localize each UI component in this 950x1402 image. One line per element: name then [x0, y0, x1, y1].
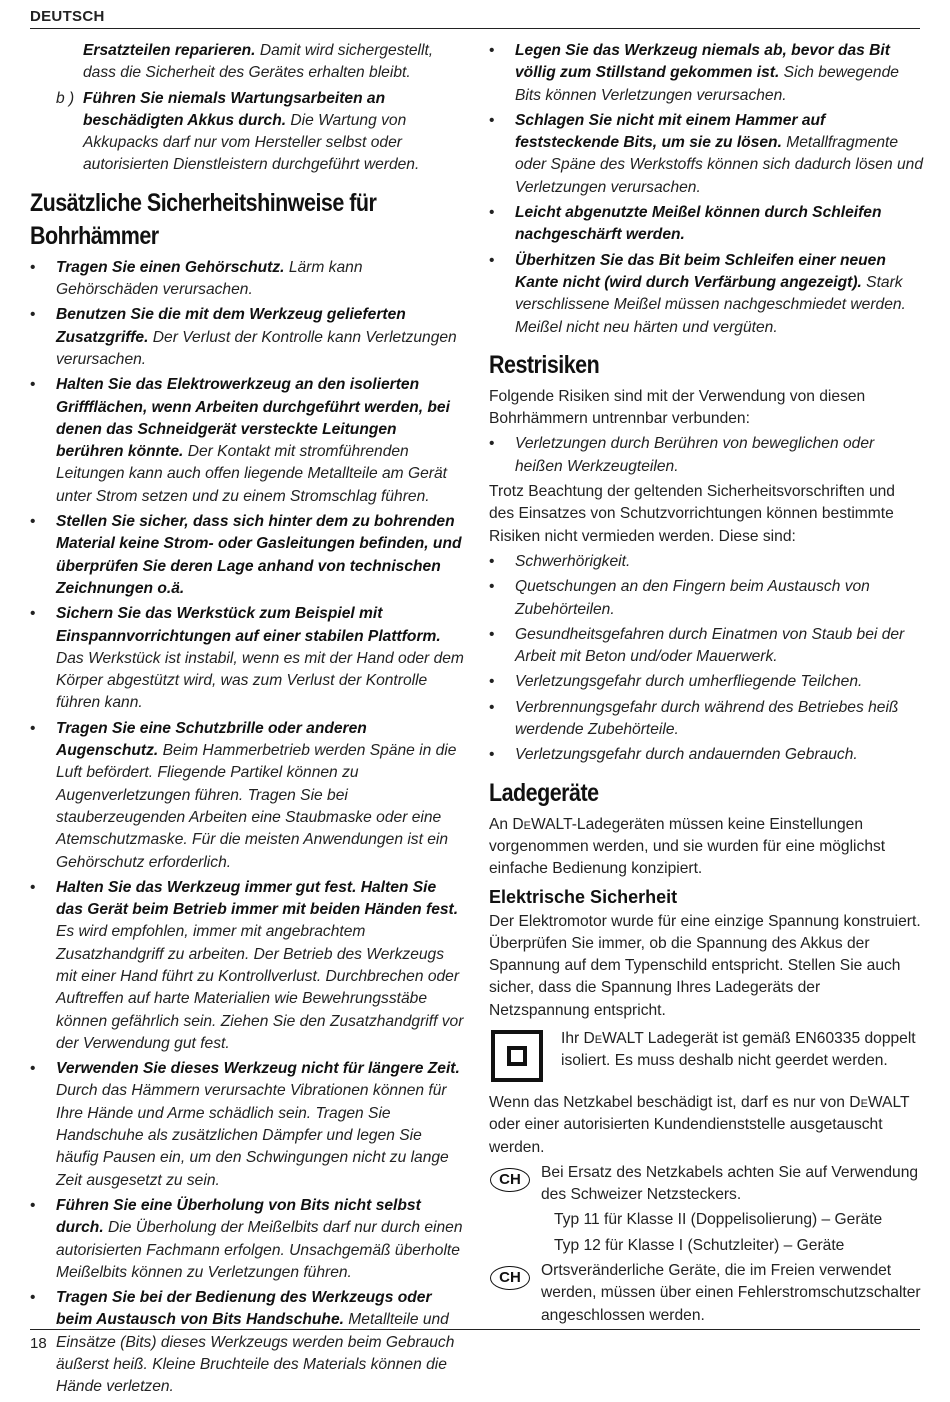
list-item: • Tragen Sie bei der Bedienung des Werkzeugs oder beim Austausch von Bits Handschuhe. Metallteile und Einsätze (Bits) dieses Werkzeugs werden beim Gebrauch äußerst heiß. Kleine Bruchteile des Materials können die Hände verletzen.: [30, 1289, 455, 1396]
page-header: [30, 8, 920, 29]
list-item: • Überhitzen Sie das Bit beim Schleifen einer neuen Kante nicht (wird durch Verfärbung angezeigt). Stark verschlissene Meißel müssen nachgeschmiedet werden. Meißel nicht neu härten und vergüten.: [489, 251, 906, 336]
double-insulation-note: [489, 1028, 924, 1088]
section-heading-ladegeraete: Ladegeräte: [489, 778, 599, 807]
list-item: • Sichern Sie das Werkstück zum Beispiel mit Einspannvorrichtungen auf einer stabilen Plattform. Das Werkstück ist instabil, wenn es mit der Hand oder dem Körper abgestützt wird, was zum Verlust der Kontrolle führen kann.: [30, 605, 464, 712]
typ-12-line: Typ 12 für Klasse I (Schutzleiter) – Geräte: [554, 1236, 845, 1254]
list-item: • Führen Sie eine Überholung von Bits nicht selbst durch. Die Überholung der Meißelbits darf nur durch einen autorisierten Fachmann erfolgen. Unsachgemäß überholte Meißelbits können zu Verletzungen führen.: [30, 1196, 463, 1281]
ch-note-1: CH Bei Ersatz des Netzkabels achten Sie auf Verwendung des Schweizer Netzsteckers.: [489, 1162, 924, 1207]
elektrische-para: Der Elektromotor wurde für eine einzige Spannung konstruiert. Überprüfen Sie immer, ob die Spannung des Akkus der Spannung auf dem Typenschild entspricht. Stellen Sie auch sicher, dass die Spannung Ihres Ladegeräts der Netzspannung entspricht.: [489, 912, 921, 1019]
list-item: • Verletzungsgefahr durch andauernden Gebrauch.: [489, 746, 858, 764]
section-heading-bohrhaemmer: Zusätzliche Sicherheitshinweise für Bohrhämmer: [30, 188, 377, 250]
list-item: • Gesundheitsgefahren durch Einatmen von Staub bei der Arbeit mit Beton und/oder Mauerwerk.: [489, 625, 905, 666]
list-item: • Verletzungen durch Berühren von beweglichen oder heißen Werkzeugteilen.: [489, 435, 875, 475]
list-item: • Verbrennungsgefahr durch während des Betriebes heiß werdende Zubehörteile.: [489, 698, 899, 739]
switzerland-ch-icon: CH: [490, 1168, 530, 1192]
list-item: • Legen Sie das Werkzeug niemals ab, bevor das Bit völlig zum Stillstand gekommen ist. Sich bewegende Bits können Verletzungen verursachen.: [489, 42, 899, 104]
continued-text: Ersatzteilen reparieren. Damit wird sichergestellt, dass die Sicherheit des Gerätes erhalten bleibt.: [83, 42, 434, 82]
restrisiken-intro: Folgende Risiken sind mit der Verwendung von diesen Bohrhämmern untrennbar verbunden:: [489, 387, 866, 428]
list-item: • Benutzen Sie die mit dem Werkzeug gelieferten Zusatzgriffe. Der Verlust der Kontrolle kann Verletzungen verursachen.: [30, 306, 457, 368]
list-item-b: b ) Führen Sie niemals Wartungsarbeiten an beschädigten Akkus durch. Die Wartung von Akkupacks darf nur vom Hersteller selbst oder autorisierten Dienstleistern durchgeführt werden.: [56, 89, 420, 174]
list-item: • Verwenden Sie dieses Werkzeug nicht für längere Zeit. Durch das Hämmern verursachte Vibrationen können für Ihre Hände und Arme schädlich sein. Tragen Sie Handschuhe als zusätzlichen Dämpfer und legen Sie häufig Pausen ein, um den Schwingungen nicht zu lange Zeit ausgesetzt zu sein.: [30, 1060, 460, 1189]
typ-11-line: Typ 11 für Klasse II (Doppelisolierung) – Geräte: [554, 1211, 883, 1229]
section-heading-restrisiken: Restrisiken: [489, 350, 600, 379]
list-item: • Schwerhörigkeit.: [489, 552, 631, 570]
ladegeraete-intro: An DeWALT-Ladegeräten müssen keine Einstellungen vorgenommen werden, und sie wurden für eine möglichst einfache Bedienung konzipiert.: [489, 815, 886, 878]
left-column: [30, 40, 465, 1402]
list-item: • Verletzungsgefahr durch umherfliegende Teilchen.: [489, 673, 863, 691]
list-item: • Halten Sie das Elektrowerkzeug an den isolierten Griffflächen, wenn Arbeiten durchgeführt werden, bei denen das Schneidgerät versteckte Leitungen berühren könnte. Der Kontakt mit stromführenden Leitungen kann auch offen liegende Metallteile am Gerät unter Strom setzen und zu einem Stromschlag führen.: [30, 376, 450, 505]
list-item: • Quetschungen an den Fingern beim Austausch von Zubehörteilen.: [489, 578, 870, 618]
right-column: [489, 40, 924, 1330]
cable-note: Wenn das Netzkabel beschädigt ist, darf es nur von DeWALT oder einer autorisierten Kundendienststelle ausgetauscht werden.: [489, 1093, 910, 1156]
list-item: • Schlagen Sie nicht mit einem Hammer auf feststeckende Bits, um sie zu lösen. Metallfragmente oder Späne des Werkstoffs können sich dadurch lösen und Verletzungen verursachen.: [489, 111, 924, 196]
page-number: 18: [30, 1335, 47, 1352]
ch-note-2: CH Ortsveränderliche Geräte, die im Freien verwendet werden, müssen über einen Fehlerstromschutzschalter angeschlossen werden.: [489, 1260, 924, 1327]
language-label: DEUTSCH: [30, 8, 105, 25]
list-item: • Stellen Sie sicher, dass sich hinter dem zu bohrenden Material keine Strom- oder Gasleitungen befinden, und überprüfen Sie deren Lage anhand von technischen Zeichnungen o.ä.: [30, 513, 462, 597]
double-insulation-icon: [491, 1030, 543, 1082]
page-footer: [30, 1329, 920, 1352]
list-item: • Tragen Sie eine Schutzbrille oder anderen Augenschutz. Beim Hammerbetrieb werden Späne in die Luft befördert. Fliegende Partikel können zu Augenverletzungen führen. Tragen Sie bei stauberzeugenden Arbeiten eine Staubmaske oder eine Atemschutzmaske. Für die meisten Anwendungen ist ein Gehörschutz erforderlich.: [30, 719, 457, 871]
list-item: • Tragen Sie einen Gehörschutz. Lärm kann Gehörschäden verursachen.: [30, 258, 363, 299]
restrisiken-middle: Trotz Beachtung der geltenden Sicherheitsvorschriften und des Einsatzes von Schutzvorrichtungen können bestimmte Risiken nicht vermieden werden. Diese sind:: [489, 483, 895, 545]
subheading-elektrische-sicherheit: Elektrische Sicherheit: [489, 886, 678, 907]
switzerland-ch-icon: CH: [490, 1266, 530, 1290]
double-insulation-text: Ihr DeWALT Ladegerät ist gemäß EN60335 doppelt isoliert. Es muss deshalb nicht geerdet werden.: [561, 1029, 916, 1070]
list-item: • Halten Sie das Werkzeug immer gut fest. Halten Sie das Gerät beim Betrieb immer mit beiden Händen fest. Es wird empfohlen, immer mit angebrachtem Zusatzhandgriff zu arbeiten. Der Betrieb des Werkzeugs mit einer Hand führt zu Kontrollverlust. Durchbrechen oder Auftreffen auf harte Materialien wie Bewehrungsstäbe können gefährlich sein. Ziehen Sie den Zusatzhandgriff vor der Verwendung gut fest.: [30, 878, 464, 1052]
list-item: • Leicht abgenutzte Meißel können durch Schleifen nachgeschärft werden.: [489, 204, 882, 244]
